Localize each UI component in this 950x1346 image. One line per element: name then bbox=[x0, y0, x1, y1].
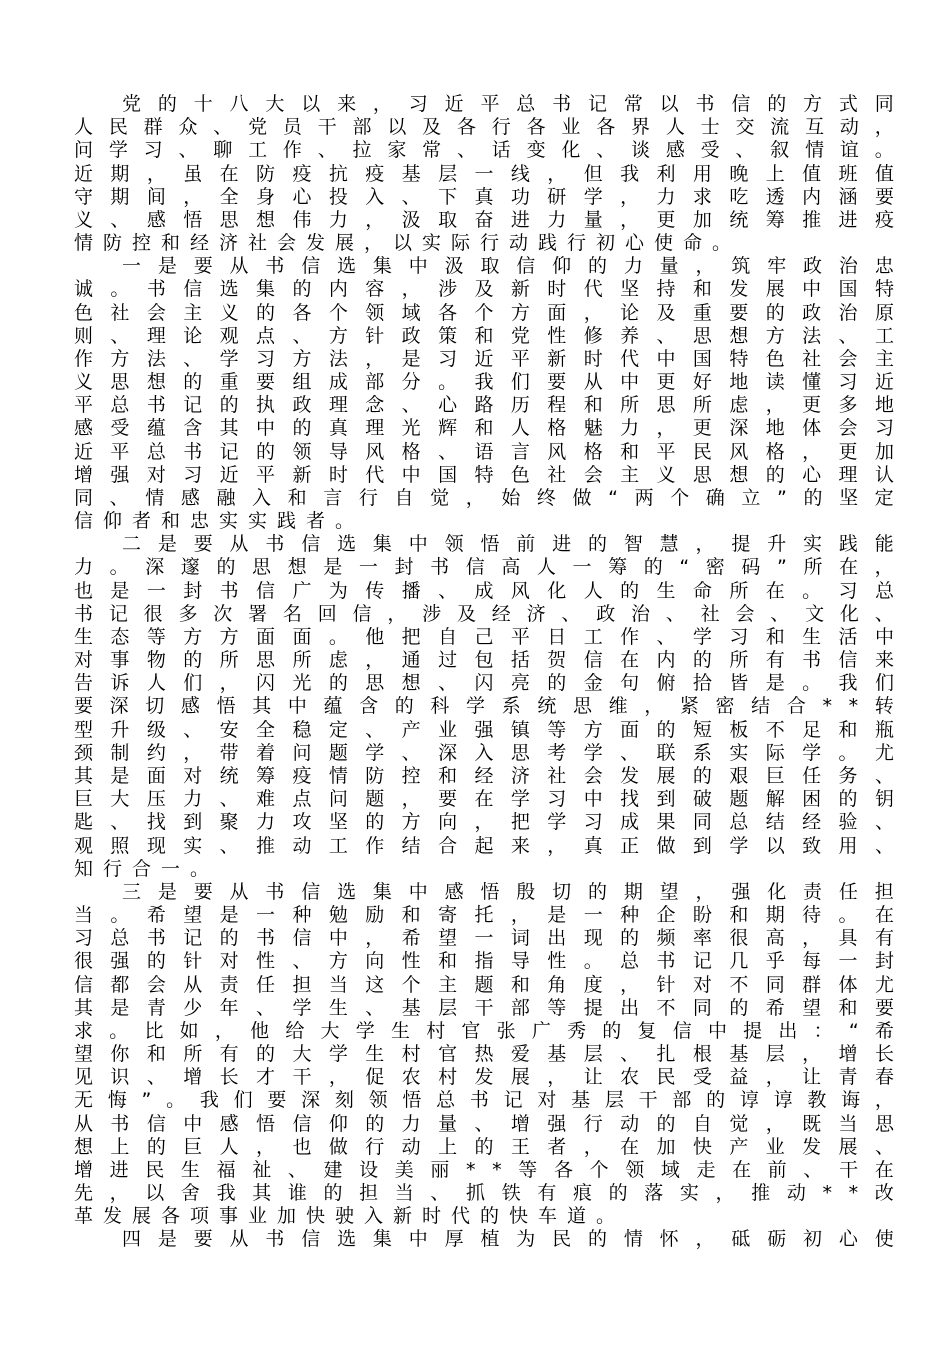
text-line: 从 书 信 中 感 悟 信 仰 的 力 量 、 增 强 行 动 的 自 觉 ， 既 当 思 bbox=[74, 1112, 894, 1135]
text-line: 匙 、 找 到 聚 力 攻 坚 的 方 向 ， 把 学 习 成 果 同 总 结 经 验 、 bbox=[74, 811, 894, 834]
text-line: 守 期 间 ， 全 身 心 投 入 、 下 真 功 研 学 ， 力 求 吃 透 内 涵 要 bbox=[74, 185, 894, 208]
text-line: 先 ， 以 舍 我 其 谁 的 担 当 、 抓 铁 有 痕 的 落 实 ， 推 动 * * 改 bbox=[74, 1182, 894, 1205]
text-line: 无 悔 ” 。 我 们 要 深 刻 领 悟 总 书 记 对 基 层 干 部 的 谆 谆 教 诲 ， bbox=[74, 1089, 894, 1112]
text-line: 问 学 习 、 聊 工 作 、 拉 家 常 、 话 变 化 、 谈 感 受 、 叙 情 谊 。 bbox=[74, 139, 894, 162]
text-line: 增 强 对 习 近 平 新 时 代 中 国 特 色 社 会 主 义 思 想 的 心 理 认 bbox=[74, 463, 894, 486]
text-line: 生 态 等 方 方 面 面 。 他 把 自 己 平 日 工 作 、 学 习 和 生 活 中 bbox=[74, 625, 894, 648]
text-line: 力 。 深 邃 的 思 想 是 一 封 书 信 高 人 一 筹 的 “ 密 码 ” 所 在 ， bbox=[74, 556, 894, 579]
text-line: 观 照 现 实 、 推 动 工 作 结 合 起 来 ， 真 正 做 到 学 以 致 用 、 bbox=[74, 834, 894, 857]
text-line: 习 总 书 记 的 书 信 中 ， 希 望 一 词 出 现 的 频 率 很 高 ， 具 有 bbox=[74, 927, 894, 950]
text-line: 近 平 总 书 记 的 领 导 风 格 、 语 言 风 格 和 平 民 风 格 ， 更 加 bbox=[74, 440, 894, 463]
text-line: 巨 大 压 力 、 难 点 问 题 ， 要 在 学 习 中 找 到 破 题 解 困 的 钥 bbox=[74, 788, 894, 811]
text-line: 感 受 蕴 含 其 中 的 真 理 光 辉 和 人 格 魅 力 ， 更 深 地 体 会 习 bbox=[74, 417, 894, 440]
text-line: 同 、 情 感 融 入 和 言 行 自 觉 ， 始 终 做 “ 两 个 确 立 ” 的 坚 定 bbox=[74, 486, 894, 509]
text-line: 颈 制 约 ， 带 着 问 题 学 、 深 入 思 考 学 、 联 系 实 际 学 。 尤 bbox=[74, 741, 894, 764]
text-line: 信 都 会 从 责 任 担 当 这 个 主 题 和 角 度 ， 针 对 不 同 群 体 尤 bbox=[74, 973, 894, 996]
text-line: 知行合一。 bbox=[74, 857, 220, 880]
text-line: 见 识 、 增 长 才 干 ， 促 农 村 发 展 ， 让 农 民 受 益 ， 让 青 春 bbox=[74, 1066, 894, 1089]
text-line: 很 强 的 针 对 性 、 方 向 性 和 指 导 性 。 总 书 记 几 乎 每 一 封 bbox=[74, 950, 894, 973]
text-line: 近 期 ， 虽 在 防 疫 抗 疫 基 层 一 线 ， 但 我 利 用 晚 上 值 班 值 bbox=[74, 162, 894, 185]
text-line: 增 进 民 生 福 祉 、 建 设 美 丽 * * 等 各 个 领 域 走 在 前 、 干 在 bbox=[74, 1158, 894, 1181]
text-line: 诚 。 书 信 选 集 的 内 容 ， 涉 及 新 时 代 坚 持 和 发 展 中 国 特 bbox=[74, 278, 894, 301]
text-line: 四 是 要 从 书 信 选 集 中 厚 植 为 民 的 情 怀 ， 砥 砺 初 心 使 bbox=[122, 1228, 894, 1251]
text-line: 要 深 切 感 悟 其 中 蕴 含 的 科 学 系 统 思 维 ， 紧 密 结 合 * * 转 bbox=[74, 695, 894, 718]
text-line: 平 总 书 记 的 执 政 理 念 、 心 路 历 程 和 所 思 所 虑 ， 更 多 地 bbox=[74, 394, 894, 417]
text-line: 人 民 群 众 、 党 员 干 部 以 及 各 行 各 业 各 界 人 士 交 流 互 动 ， bbox=[74, 116, 894, 139]
text-line: 望 你 和 所 有 的 大 学 生 村 官 热 爱 基 层 、 扎 根 基 层 ， 增 长 bbox=[74, 1043, 894, 1066]
text-line: 书 记 很 多 次 署 名 回 信 ， 涉 及 经 济 、 政 治 、 社 会 、 文 化 、 bbox=[74, 602, 894, 625]
text-line: 义 思 想 的 重 要 组 成 部 分 。 我 们 要 从 中 更 好 地 读 懂 习 近 bbox=[74, 371, 894, 394]
text-line: 型 升 级 、 安 全 稳 定 、 产 业 强 镇 等 方 面 的 短 板 不 足 和 瓶 bbox=[74, 718, 894, 741]
text-line: 作 方 法 、 学 习 方 法 ， 是 习 近 平 新 时 代 中 国 特 色 社 会 主 bbox=[74, 347, 894, 370]
text-line: 信仰者和忠实实践者。 bbox=[74, 510, 365, 533]
text-line: 党 的 十 八 大 以 来 ， 习 近 平 总 书 记 常 以 书 信 的 方 式 同 bbox=[122, 93, 894, 115]
text-line: 求 。 比 如 ， 他 给 大 学 生 村 官 张 广 秀 的 复 信 中 提 出 ： “ 希 bbox=[74, 1019, 894, 1042]
text-line: 当 。 希 望 是 一 种 勉 励 和 寄 托 ， 是 一 种 企 盼 和 期 待 。 在 bbox=[74, 904, 894, 927]
text-line: 其 是 面 对 统 筹 疫 情 防 控 和 经 济 社 会 发 展 的 艰 巨 任 务 、 bbox=[74, 764, 894, 787]
text-line: 情防控和经济社会发展，以实际行动践行初心使命。 bbox=[74, 232, 742, 255]
text-line: 想 上 的 巨 人 ， 也 做 行 动 上 的 王 者 ， 在 加 快 产 业 发 展 、 bbox=[74, 1135, 894, 1158]
text-line: 则 、 理 论 观 点 、 方 针 政 策 和 党 性 修 养 、 思 想 方 法 、 工 bbox=[74, 324, 894, 347]
text-line: 三 是 要 从 书 信 选 集 中 感 悟 殷 切 的 期 望 ， 强 化 责 任 担 bbox=[122, 880, 894, 903]
text-line: 也 是 一 封 书 信 广 为 传 播 、 成 风 化 人 的 生 命 所 在 。 习 总 bbox=[74, 579, 894, 602]
text-line: 一 是 要 从 书 信 选 集 中 汲 取 信 仰 的 力 量 ， 筑 牢 政 治 忠 bbox=[122, 255, 894, 278]
text-line: 其 是 青 少 年 、 学 生 、 基 层 干 部 等 提 出 不 同 的 希 望 和 要 bbox=[74, 996, 894, 1019]
text-line: 革发展各项事业加快驶入新时代的快车道。 bbox=[74, 1205, 626, 1228]
text-line: 对 事 物 的 所 思 所 虑 ， 通 过 包 括 贺 信 在 内 的 所 有 书 信 来 bbox=[74, 649, 894, 672]
text-line: 色 社 会 主 义 的 各 个 领 域 各 个 方 面 ， 论 及 重 要 的 政 治 原 bbox=[74, 301, 894, 324]
document-body bbox=[74, 93, 894, 1252]
text-line: 义 、 感 悟 思 想 伟 力 ， 汲 取 奋 进 力 量 ， 更 加 统 筹 推 进 疫 bbox=[74, 208, 894, 231]
text-line: 二 是 要 从 书 信 选 集 中 领 悟 前 进 的 智 慧 ， 提 升 实 践 能 bbox=[122, 533, 894, 556]
text-line: 告 诉 人 们 ， 闪 光 的 思 想 、 闪 亮 的 金 句 俯 拾 皆 是 。 我 们 bbox=[74, 672, 894, 695]
